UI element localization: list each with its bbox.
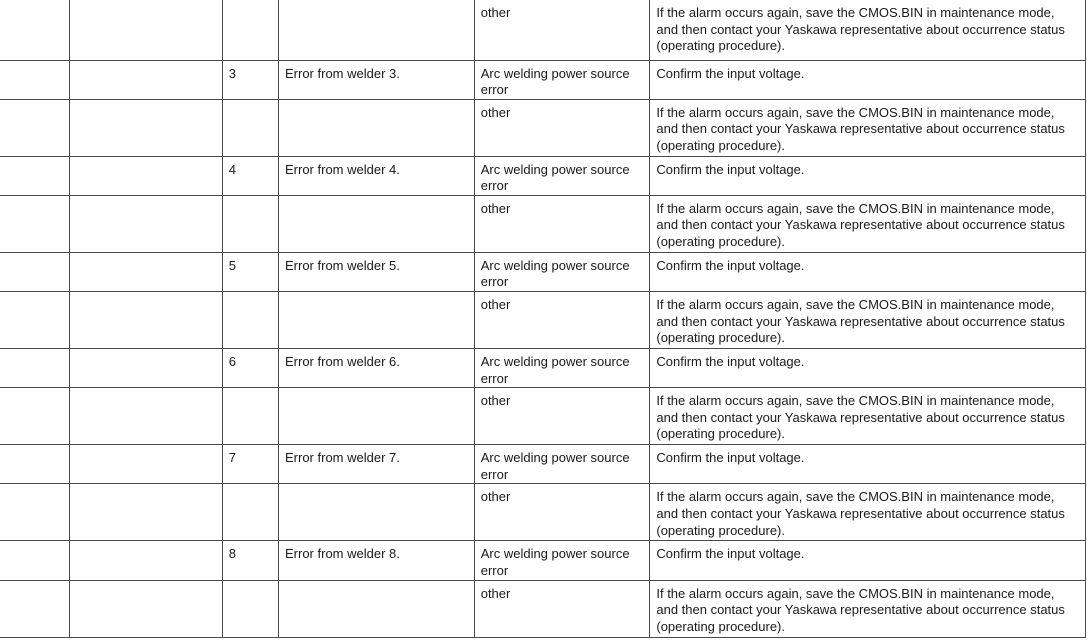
alarm-code-cell [0,99,70,156]
remedy-cell: If the alarm occurs again, save the CMOS.BIN in maintenance mode, and then contact your Yaskawa representative about occurrence status (operating procedure). [650,580,1086,637]
alarm-name-cell [70,349,223,388]
table-row [0,99,1086,156]
subcode-meaning-cell [279,388,475,445]
cause-cell: Arc welding power source error [474,541,650,580]
remedy-cell: Confirm the input voltage. [650,156,1086,195]
cause-cell: other [474,292,650,349]
subcode-number-cell [222,292,278,349]
alarm-code-cell [0,252,70,291]
subcode-meaning-cell [279,195,475,252]
remedy-cell: Confirm the input voltage. [650,252,1086,291]
subcode-number-cell: 3 [222,60,278,99]
subcode-meaning-cell [279,580,475,637]
alarm-code-cell [0,445,70,484]
cause-cell: Arc welding power source error [474,445,650,484]
subcode-number-cell [222,580,278,637]
subcode-number-cell [222,195,278,252]
table-row [0,0,1086,60]
table-row [0,252,1086,291]
cause-cell: other [474,0,650,60]
alarm-name-cell [70,445,223,484]
alarm-code-cell [0,0,70,60]
subcode-number-cell [222,484,278,541]
alarm-name-cell [70,292,223,349]
table-row [0,388,1086,445]
alarm-name-cell [70,388,223,445]
alarm-name-cell [70,0,223,60]
remedy-cell: Confirm the input voltage. [650,541,1086,580]
cause-cell: other [474,195,650,252]
subcode-number-cell [222,99,278,156]
table-row [0,156,1086,195]
cause-cell: other [474,388,650,445]
alarm-code-cell [0,541,70,580]
cause-cell: Arc welding power source error [474,156,650,195]
subcode-meaning-cell: Error from welder 8. [279,541,475,580]
subcode-number-cell: 8 [222,541,278,580]
alarm-name-cell [70,99,223,156]
table-row [0,484,1086,541]
table-row [0,60,1086,99]
alarm-code-cell [0,156,70,195]
alarm-name-cell [70,156,223,195]
subcode-meaning-cell [279,484,475,541]
subcode-number-cell: 7 [222,445,278,484]
remedy-cell: Confirm the input voltage. [650,445,1086,484]
alarm-name-cell [70,195,223,252]
alarm-code-cell [0,388,70,445]
cause-cell: Arc welding power source error [474,60,650,99]
subcode-number-cell [222,388,278,445]
cause-cell: other [474,99,650,156]
remedy-cell: If the alarm occurs again, save the CMOS.BIN in maintenance mode, and then contact your Yaskawa representative about occurrence status (operating procedure). [650,292,1086,349]
alarm-name-cell [70,484,223,541]
remedy-cell: If the alarm occurs again, save the CMOS.BIN in maintenance mode, and then contact your Yaskawa representative about occurrence status (operating procedure). [650,99,1086,156]
table-row [0,292,1086,349]
alarm-code-cell [0,484,70,541]
alarm-name-cell [70,60,223,99]
remedy-cell: If the alarm occurs again, save the CMOS.BIN in maintenance mode, and then contact your Yaskawa representative about occurrence status (operating procedure). [650,388,1086,445]
subcode-number-cell [222,0,278,60]
subcode-meaning-cell [279,0,475,60]
cause-cell: Arc welding power source error [474,252,650,291]
subcode-meaning-cell: Error from welder 6. [279,349,475,388]
cause-cell: other [474,580,650,637]
subcode-meaning-cell: Error from welder 4. [279,156,475,195]
subcode-meaning-cell: Error from welder 5. [279,252,475,291]
table-row [0,445,1086,484]
table-row [0,580,1086,637]
subcode-number-cell: 4 [222,156,278,195]
remedy-cell: Confirm the input voltage. [650,60,1086,99]
subcode-meaning-cell: Error from welder 7. [279,445,475,484]
alarm-code-cell [0,580,70,637]
alarm-code-cell [0,292,70,349]
alarm-code-cell [0,349,70,388]
remedy-cell: Confirm the input voltage. [650,349,1086,388]
subcode-meaning-cell [279,292,475,349]
subcode-meaning-cell [279,99,475,156]
table-row [0,349,1086,388]
cause-cell: other [474,484,650,541]
table-row [0,541,1086,580]
table-row [0,195,1086,252]
alarm-name-cell [70,252,223,291]
alarm-name-cell [70,580,223,637]
remedy-cell: If the alarm occurs again, save the CMOS.BIN in maintenance mode, and then contact your Yaskawa representative about occurrence status (operating procedure). [650,0,1086,60]
subcode-number-cell: 5 [222,252,278,291]
alarm-name-cell [70,541,223,580]
remedy-cell: If the alarm occurs again, save the CMOS.BIN in maintenance mode, and then contact your Yaskawa representative about occurrence status (operating procedure). [650,195,1086,252]
subcode-number-cell: 6 [222,349,278,388]
alarm-code-cell [0,195,70,252]
subcode-meaning-cell: Error from welder 3. [279,60,475,99]
alarm-code-cell [0,60,70,99]
remedy-cell: If the alarm occurs again, save the CMOS.BIN in maintenance mode, and then contact your Yaskawa representative about occurrence status (operating procedure). [650,484,1086,541]
cause-cell: Arc welding power source error [474,349,650,388]
